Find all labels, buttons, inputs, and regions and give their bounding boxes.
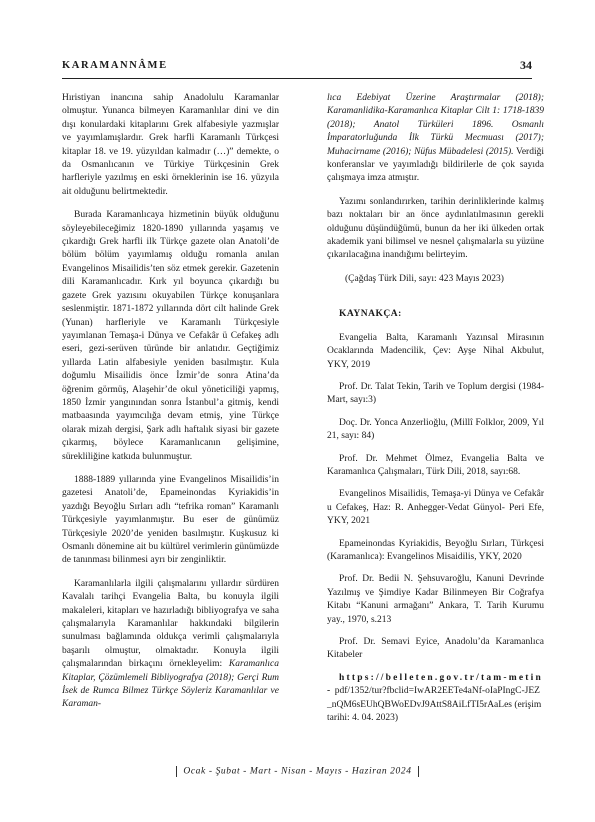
paragraph-beyoglu-sirlari: 1888-1889 yıllarında yine Evangelinos Misailidis’in gazetesi Anatoli’de, Epameinondas Kyriakidis’in yazdığı Beyoğlu Sırları adlı “tefrika roman” Karamanlı Türkçesiyle yayımlanmıştır. Bu eser de günümüz Türkçesiyle 2020’de yeniden basılmıştır. Kuşkusuz ki Osmanlı dönemine ait bu kültürel verimlerin günümüzde de tanınması bilinmesi ayrı bir zenginliktir. bbox=[62, 474, 279, 566]
url-domain[interactable]: https://belleten.gov.tr/tam-metin- bbox=[327, 672, 543, 697]
paragraph-conclusion: Yazımı sonlandırırken, tarihin derinliklerinde kalmış bazı noktaları bir an önce aydınlatılmasının gerekli olduğunu düşündüğümü, bunun da her iki ülkeden ortak akademik yani bilimsel ve nesnel çalışmalarla su yüzüne çıkarılacağına inandığımı belirteyim. bbox=[327, 196, 544, 261]
reference-item: Prof. Dr. Mehmet Ölmez, Evangelia Balta ve Karamanlıca Çalışmaları, Türk Dili, 2018, sayı:68. bbox=[327, 453, 544, 477]
reference-item: Evangelinos Misailidis, Temaşa-yi Dünya ve Cefakâr u Cefakeş, Haz: R. Anhegger-Vedat Günyol- Peri Efe, YKY, 2021 bbox=[327, 489, 544, 527]
reference-url[interactable] bbox=[327, 672, 544, 726]
right-column bbox=[327, 92, 544, 735]
footer-divider-right bbox=[418, 766, 419, 777]
reference-item: Prof. Dr. Talat Tekin, Tarih ve Toplum dergisi (1984-Mart, sayı:3) bbox=[327, 381, 544, 406]
running-header bbox=[62, 58, 532, 79]
balta-text: Karamanlılarla ilgili çalışmalarını yıllardır sürdüren Kavalalı tarihçi Evangelia Balta, bu konuyla ilgili makaleleri, kitapları ve hazırladığı bibliyografya ve saha çalışmalarıyla Karamanlılar hakkındaki bilgilerin sunulması bağlamında oldukça verimli çalışmalarıyla başarılı olmuştur, olmaktadır. Konuyla ilgili çalışmalarından birkaçını örnekleyelim: bbox=[62, 578, 279, 670]
reference-item: Prof. Dr. Semavi Eyice, Anadolu’da Karamanlıca Kitabeler bbox=[327, 637, 544, 661]
url-path[interactable]: pdf/1352/tur?fbclid=IwAR2EETe4aNf-oIaPIngC-JEZ_nQM6sEUhQBWoEDvJ9AttS8AiLfTI5rAaLes (erişim tarihi: 4. 04. 2023) bbox=[327, 686, 542, 724]
running-title: KARAMANNÂME bbox=[62, 60, 168, 71]
source-citation: (Çağdaş Türk Dili, sayı: 423 Mayıs 2023) bbox=[345, 273, 504, 284]
paragraph-balta-works-continued bbox=[327, 92, 544, 186]
references-heading: KAYNAKÇA: bbox=[339, 309, 402, 320]
reference-item: Prof. Dr. Bedii N. Şehsuvaroğlu, Kanuni Devrinde Yazılmış ve Şimdiye Kadar Bilinmeyen Bir Coğrafya Kitabı “Kanuni armağanı” Ankara, T. Tarih Kurumu yay., 1970, s.213 bbox=[327, 574, 544, 625]
reference-item: Doç. Dr. Yonca Anzerlioğlu, (Millî Folklor, 2009, Yıl 21, sayı: 84) bbox=[327, 417, 544, 442]
footer-divider-left bbox=[176, 766, 177, 777]
left-column bbox=[62, 92, 279, 722]
conferences-text: Verdiği konferanslar ve yayımladığı bildirilerle de çok sayıda çalışmaya imza atmıştır. bbox=[327, 146, 545, 184]
reference-item: Epameinondas Kyriakidis, Beyoğlu Sırları, Türkçesi (Karamanlıca): Evangelinos Misaidilis, YKY, 2020 bbox=[327, 538, 544, 562]
footer-months: Ocak - Şubat - Mart - Nisan - Mayıs - Haziran 2024 bbox=[183, 766, 412, 777]
paragraph-evangelia-balta bbox=[62, 578, 279, 712]
paragraph-misailidis: Burada Karamanlıcaya hizmetinin büyük olduğunu söyleyebileceğimiz 1820-1890 yıllarında yaşamış ve çıkardığı Grek harfli ilk Türkçe gazete olan Anatoli’de bölüm bölüm yayımlamış olduğu romanla anılan Evangelinos Misailidis’ten söz etmek gerekir. Gazetenin dili Karamanlıcadır. Kırk yıl boyunca çıkardığı bu gazete Grek yazısını okuyabilen Türkçe konuşanlara seslenmiştir. 1871-1872 yıllarında dört cilt halinde Grek (Yunan) harfleriyle ve Karamanlı Türkçesiyle yayımlanan Temaşa-i Dünya ve Cefakâr ü Cefakeş adlı eseri, gezi-serüven türünde bir anlatıdır. Geçtiğimiz yıllarda Latin alfabesiyle yeniden basılmıştır. Kula doğumlu Misailidis önce İzmir’de sonra Atina’da öğrenim görmüş, Alaşehir’de okul yöneticiliği yapmış, 1850 İzmir yangınından sonra İstanbul’a gitmiş, kendi matbaasında yayımcılığa devam etmiş, yine Türkçe olarak mizah dergisi, Şark adlı haftalık siyasi bir gazete çıkarmış, böylece Karamanlıcanın gelişimine, sürekliliğine katkıda bulunmuştur. bbox=[62, 210, 279, 462]
reference-item: Evangelia Balta, Karamanlı Yazınsal Mirasının Ocaklarında Madencilik, Çev: Ayşe Nihal Akbulut, YKY, 2019 bbox=[327, 332, 544, 370]
balta-works-list: Karamanlıca Kitaplar, Çözümlemeli Bibliyografya (2018); Gerçi Rum İsek de Rumca Bilmez Türkçe Söyleriz Karamanlılar ve Karaman- bbox=[62, 659, 279, 710]
paragraph-karamanlar-intro: Hıristiyan inancına sahip Anadolulu Karamanlar olmuştur. Yunanca bilmeyen Karamanlılar dini ve din dışı konulardaki kitaplarını Grek alfabesiyle yazmışlar ve yayımlamışlardır. Grek harfli Karamanlı Türkçesi kitaplar 18. ve 19. yüzyıldan kalmadır (…)” demekte, o da Osmanlıcanın ve Türkiye Türkçesinin Grek harfleriyle yazılmış en eski örneklerinin ise 16. yüzyıla ait olduğunu belirtmektedir. bbox=[62, 93, 279, 197]
page-number: 34 bbox=[520, 58, 532, 72]
balta-works-list-continued: lıca Edebiyat Üzerine Araştırmalar (2018); Karamanlidika-Karamanlıca Kitaplar Cilt 1: 1718-1839 (2018); Anatol Türküleri 1896. Osmanlı İmparatorluğunda İlk Türkü Mecmuası (2017); Muhacirname (2016); Nüfus Mübadelesi (2015). bbox=[327, 93, 544, 157]
footer bbox=[0, 766, 595, 777]
